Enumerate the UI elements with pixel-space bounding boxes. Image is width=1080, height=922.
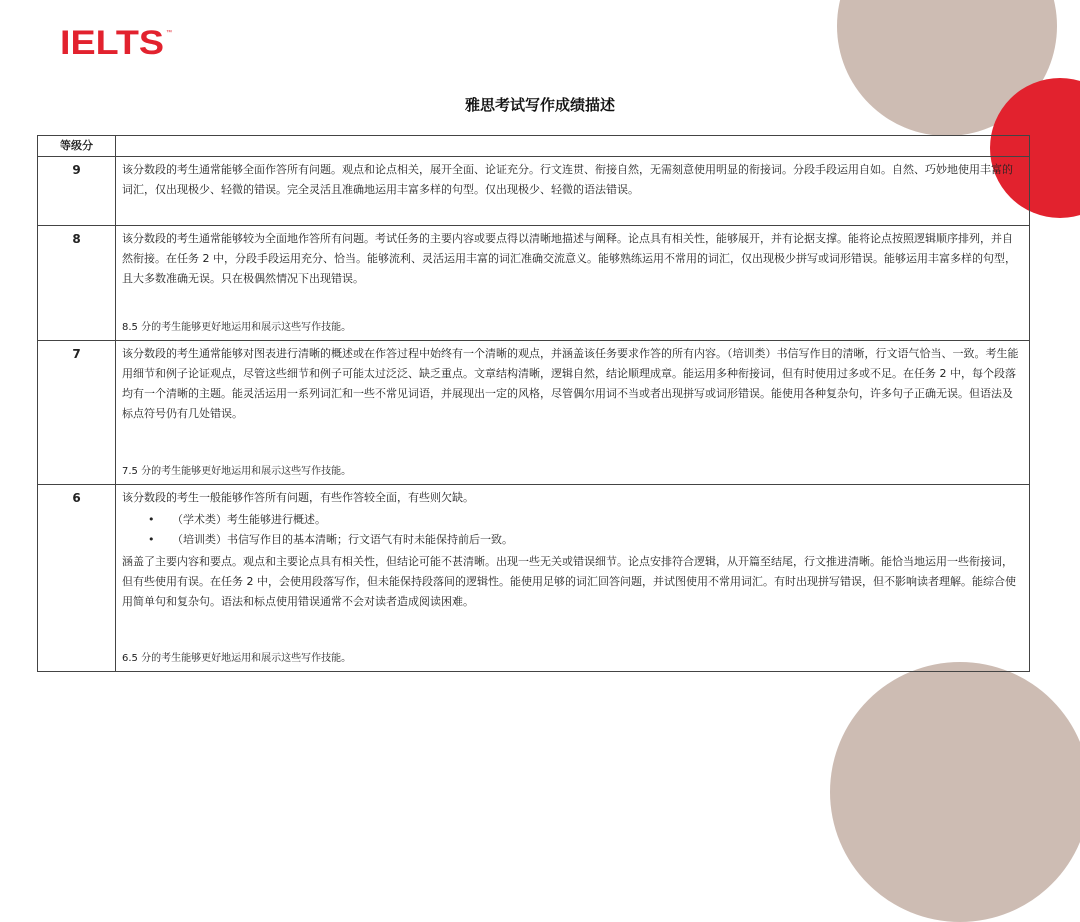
bullet-item: • （学术类）考生能够进行概述。 [122, 510, 1023, 530]
description-text: 该分数段的考生通常能够较为全面地作答所有问题。考试任务的主要内容或要点得以清晰地描述与阐释。论点具有相关性，能够展开，并有论据支撑。能将论点按照逻辑顺序排列，并自然衔接。在任务 2 中，分段手段运用充分、恰当。能够流利、灵活运用丰富的词汇准确交流意义。能够熟练运用不常用的词汇，仅出现极少拼写或词形错误。能够运用丰富多样的句型，且大多数准确无误。只在极偶然情况下出现错误。 [122, 232, 1016, 285]
band-description [116, 485, 1030, 672]
band-header: 等级分 [38, 136, 116, 157]
band-description [116, 226, 1030, 341]
svg-text:IELTS: IELTS [60, 26, 164, 58]
band-description [116, 157, 1030, 226]
half-band-note: 7.5 分的考生能够更好地运用和展示这些写作技能。 [122, 466, 352, 477]
band-description [116, 341, 1030, 485]
description-intro: 该分数段的考生一般能够作答所有问题，有些作答较全面，有些则欠缺。 [122, 491, 474, 504]
decorative-beige-circle-bottom [830, 662, 1080, 922]
band-descriptor-table [37, 135, 1030, 672]
table-header-row [38, 136, 1030, 157]
description-text: 该分数段的考生通常能够全面作答所有问题。观点和论点相关，展开全面、论证充分。行文连贯、衔接自然，无需刻意使用明显的衔接词。分段手段运用自如。自然、巧妙地使用丰富的词汇，仅出现极少、轻微的错误。完全灵活且准确地运用丰富多样的句型。仅出现极少、轻微的语法错误。 [122, 163, 1013, 196]
description-bullet-list [122, 510, 1023, 550]
description-header [116, 136, 1030, 157]
document-title: 雅思考试写作成绩描述 [464, 96, 615, 114]
bullet-item: • （培训类）书信写作目的基本清晰；行文语气有时未能保持前后一致。 [122, 530, 1023, 550]
band-score: 9 [38, 157, 116, 226]
svg-text:™: ™ [166, 30, 172, 36]
ielts-logo [60, 26, 180, 58]
band-score: 7 [38, 341, 116, 485]
table-row [38, 226, 1030, 341]
band-score: 8 [38, 226, 116, 341]
half-band-note: 8.5 分的考生能够更好地运用和展示这些写作技能。 [122, 322, 352, 333]
description-text: 该分数段的考生通常能够对图表进行清晰的概述或在作答过程中始终有一个清晰的观点，并涵盖该任务要求作答的所有内容。（培训类）书信写作目的清晰，行文语气恰当、一致。考生能用细节和例子论证观点，尽管这些细节和例子可能太过泛泛、缺乏重点。文章结构清晰，逻辑自然，结论顺理成章。能运用多种衔接词，但有时使用过多或不足。在任务 2 中，每个段落均有一个清晰的主题。能灵活运用一系列词汇和一些不常见词语，并展现出一定的风格，尽管偶尔用词不当或者出现拼写或词形错误。能使用各种复杂句，许多句子正确无误。但语法及标点符号仍有几处错误。 [122, 347, 1019, 420]
table-row [38, 341, 1030, 485]
table-row [38, 157, 1030, 226]
description-text: 涵盖了主要内容和要点。观点和主要论点具有相关性，但结论可能不甚清晰。出现一些无关或错误细节。论点安排符合逻辑，从开篇至结尾，行文推进清晰。能恰当地运用一些衔接词，但有些使用有误。在任务 2 中，会使用段落写作，但未能保持段落间的逻辑性。能使用足够的词汇回答问题，并试图使用不常用词汇。有时出现拼写错误，但不影响读者理解。能综合使用简单句和复杂句。语法和标点使用错误通常不会对读者造成阅读困难。 [122, 555, 1016, 608]
table-row [38, 485, 1030, 672]
band-score: 6 [38, 485, 116, 672]
half-band-note: 6.5 分的考生能够更好地运用和展示这些写作技能。 [122, 653, 352, 664]
